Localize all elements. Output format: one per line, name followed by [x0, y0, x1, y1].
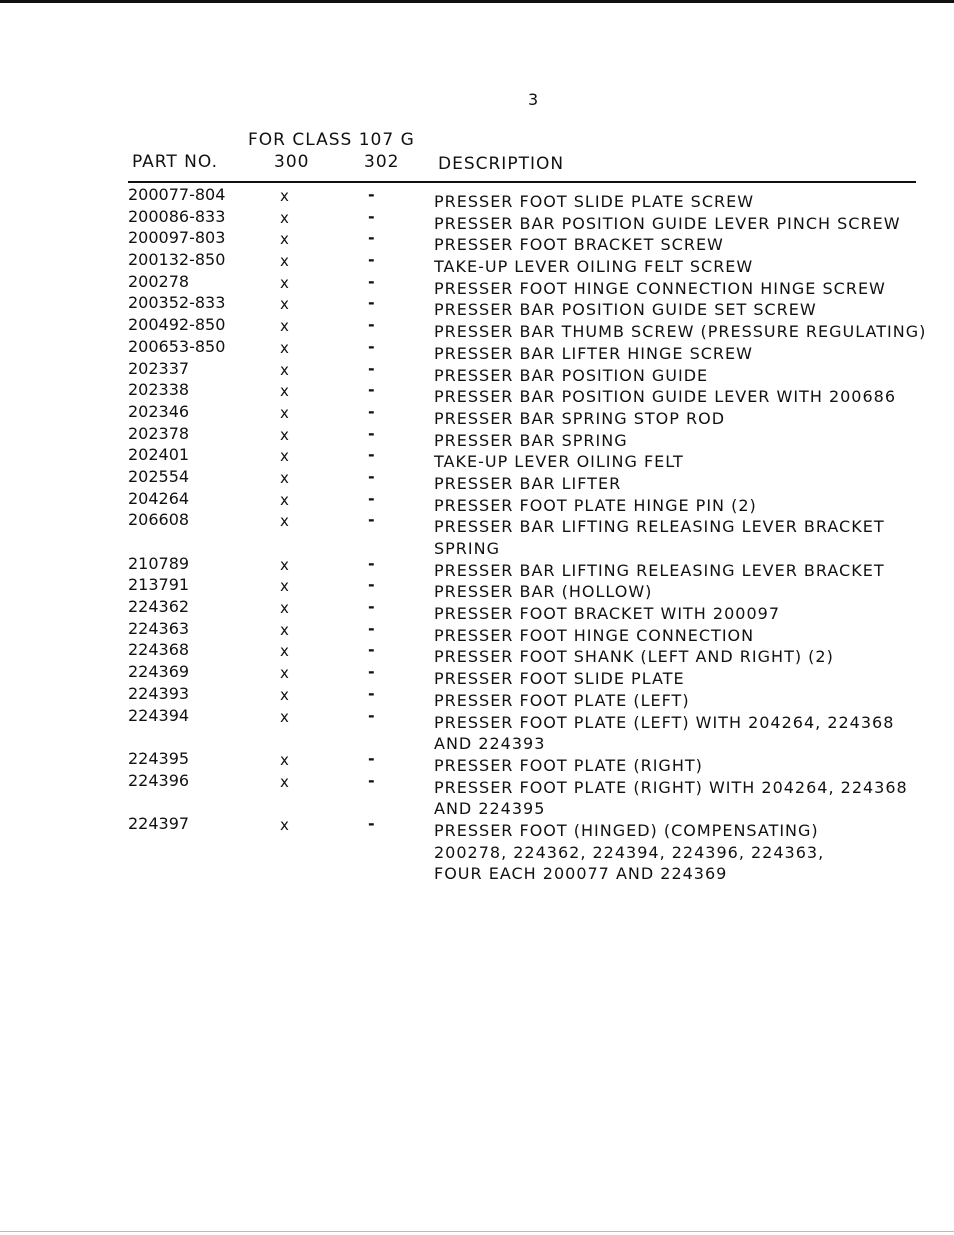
description-line: PRESSER FOOT PLATE HINGE PIN (2) — [434, 495, 757, 515]
class-302-mark: - — [368, 228, 375, 248]
class-300-mark: x — [280, 468, 289, 487]
part-number: 210789 — [128, 553, 190, 573]
part-number: 200077-804 — [128, 185, 226, 204]
parts-list — [0, 185, 954, 884]
part-number: 200097-803 — [128, 228, 226, 248]
class-300-mark: x — [280, 295, 289, 314]
class-300-mark: x — [280, 512, 289, 531]
description-line: PRESSER FOOT SLIDE PLATE — [434, 669, 685, 689]
table-row — [0, 228, 954, 255]
class-302-mark: - — [368, 401, 375, 421]
bottom-edge-rule — [0, 1231, 954, 1232]
class-300-mark: x — [280, 664, 289, 683]
class-302-mark: - — [368, 618, 375, 638]
table-row — [0, 423, 954, 450]
class-300-mark: x — [280, 577, 289, 596]
table-row — [0, 597, 954, 624]
table-row — [0, 401, 954, 428]
class-300-mark: x — [280, 252, 289, 271]
table-row — [0, 748, 954, 775]
description-line: PRESSER FOOT PLATE (RIGHT) — [434, 755, 703, 775]
header-rule — [128, 181, 916, 183]
class-300-mark: x — [280, 707, 289, 726]
description-line: PRESSER BAR POSITION GUIDE — [434, 365, 709, 385]
table-row — [0, 445, 954, 472]
table-row — [0, 553, 954, 580]
class-302-mark: - — [368, 683, 375, 703]
description-line: PRESSER FOOT BRACKET SCREW — [434, 235, 724, 255]
table-row — [0, 813, 954, 884]
part-number: 224393 — [128, 683, 190, 703]
table-row — [0, 575, 954, 602]
column-302-heading: 302 — [364, 152, 400, 172]
table-row — [0, 466, 954, 493]
description-line: PRESSER BAR SPRING — [434, 430, 628, 450]
table-row — [0, 315, 954, 342]
part-number: 213791 — [128, 575, 190, 595]
part-number: 204264 — [128, 488, 190, 508]
description-line: PRESSER FOOT PLATE (LEFT) WITH 204264, 224368 — [434, 712, 895, 732]
part-number: 200653-850 — [128, 336, 226, 356]
class-302-mark: - — [368, 662, 375, 682]
table-row — [0, 705, 954, 754]
class-300-mark: x — [280, 447, 289, 466]
description-line: PRESSER FOOT HINGE CONNECTION — [434, 625, 755, 645]
table-row — [0, 336, 954, 363]
class-300-mark: x — [280, 685, 289, 704]
class-300-mark: x — [280, 815, 289, 834]
part-number: 202401 — [128, 445, 190, 465]
class-302-mark: - — [368, 488, 375, 508]
class-302-mark: - — [368, 510, 375, 530]
table-row — [0, 250, 954, 277]
class-302-mark: - — [368, 445, 375, 465]
description-line: PRESSER FOOT BRACKET WITH 200097 — [434, 604, 780, 624]
table-row — [0, 662, 954, 689]
part-number: 200132-850 — [128, 250, 226, 270]
page-number: 3 — [528, 90, 539, 109]
description-line: PRESSER BAR POSITION GUIDE LEVER PINCH SCREW — [434, 213, 901, 233]
description-line: SPRING — [434, 539, 501, 559]
class-300-mark: x — [280, 338, 289, 357]
top-border-rule — [0, 0, 954, 3]
class-302-mark: - — [368, 250, 375, 270]
class-302-mark: - — [368, 185, 375, 204]
class-300-mark: x — [280, 273, 289, 292]
table-row — [0, 358, 954, 385]
description-line: PRESSER BAR (HOLLOW) — [434, 582, 653, 602]
class-302-mark: - — [368, 575, 375, 595]
class-300-mark: x — [280, 620, 289, 639]
description-line: PRESSER FOOT PLATE (RIGHT) WITH 204264, 224368 — [434, 777, 908, 797]
part-description — [434, 820, 824, 885]
class-302-mark: - — [368, 293, 375, 313]
description-line: PRESSER FOOT HINGE CONNECTION HINGE SCREW — [434, 278, 886, 298]
table-row — [0, 380, 954, 407]
class-302-mark: - — [368, 597, 375, 617]
part-number: 200278 — [128, 271, 190, 291]
class-302-mark: - — [368, 553, 375, 573]
description-line: PRESSER BAR SPRING STOP ROD — [434, 408, 726, 428]
table-row — [0, 185, 954, 211]
class-302-mark: - — [368, 271, 375, 291]
class-300-mark: x — [280, 490, 289, 509]
class-302-mark: - — [368, 748, 375, 768]
column-300-heading: 300 — [274, 152, 310, 172]
part-number: 224395 — [128, 748, 190, 768]
class-300-mark: x — [280, 230, 289, 249]
class-302-mark: - — [368, 640, 375, 660]
description-line: PRESSER FOOT (HINGED) (COMPENSATING) — [434, 820, 819, 840]
description-line: PRESSER BAR LIFTING RELEASING LEVER BRACKET — [434, 560, 885, 580]
description-line: TAKE-UP LEVER OILING FELT — [434, 452, 684, 472]
class-300-mark: x — [280, 382, 289, 401]
class-heading: FOR CLASS 107 G — [248, 130, 415, 150]
table-row — [0, 640, 954, 667]
table-row — [0, 618, 954, 645]
part-number: 202346 — [128, 401, 190, 421]
class-302-mark: - — [368, 358, 375, 378]
class-300-mark: x — [280, 208, 289, 227]
description-line: PRESSER BAR LIFTER HINGE SCREW — [434, 343, 753, 363]
description-line: PRESSER BAR POSITION GUIDE LEVER WITH 200686 — [434, 387, 897, 407]
part-number: 202378 — [128, 423, 190, 443]
class-302-mark: - — [368, 380, 375, 400]
description-line: FOUR EACH 200077 AND 224369 — [434, 864, 728, 884]
part-number: 206608 — [128, 510, 190, 530]
part-number: 224362 — [128, 597, 190, 617]
class-302-mark: - — [368, 813, 375, 833]
table-row — [0, 510, 954, 559]
part-number: 224396 — [128, 770, 190, 790]
class-300-mark: x — [280, 187, 289, 205]
class-300-mark: x — [280, 642, 289, 661]
table-row — [0, 293, 954, 320]
description-line: PRESSER FOOT PLATE (LEFT) — [434, 690, 690, 710]
part-number: 224363 — [128, 618, 190, 638]
description-line: TAKE-UP LEVER OILING FELT SCREW — [434, 257, 754, 277]
description-line: PRESSER BAR THUMB SCREW (PRESSURE REGULATING) — [434, 322, 927, 342]
part-number: 224394 — [128, 705, 190, 725]
description-line: 200278, 224362, 224394, 224396, 224363, — [434, 842, 825, 862]
description-line: PRESSER BAR LIFTER — [434, 473, 622, 493]
part-number: 202554 — [128, 466, 190, 486]
class-300-mark: x — [280, 425, 289, 444]
table-row — [0, 488, 954, 515]
class-300-mark: x — [280, 555, 289, 574]
description-line: AND 224393 — [434, 734, 546, 754]
class-302-mark: - — [368, 206, 375, 226]
description-heading: DESCRIPTION — [438, 154, 565, 174]
part-no-heading: PART NO. — [132, 152, 218, 172]
description-line: PRESSER FOOT SHANK (LEFT AND RIGHT) (2) — [434, 647, 834, 667]
table-row — [0, 206, 954, 233]
part-number: 200492-850 — [128, 315, 226, 335]
description-line: PRESSER FOOT SLIDE PLATE SCREW — [434, 192, 755, 211]
part-number: 224369 — [128, 662, 190, 682]
class-302-mark: - — [368, 315, 375, 335]
table-row — [0, 770, 954, 819]
description-line: PRESSER BAR POSITION GUIDE SET SCREW — [434, 300, 817, 320]
class-300-mark: x — [280, 403, 289, 422]
class-300-mark: x — [280, 599, 289, 618]
table-row — [0, 271, 954, 298]
class-302-mark: - — [368, 466, 375, 486]
class-302-mark: - — [368, 423, 375, 443]
class-300-mark: x — [280, 360, 289, 379]
description-line: AND 224395 — [434, 799, 546, 819]
table-row — [0, 683, 954, 710]
part-number: 202338 — [128, 380, 190, 400]
part-number: 200086-833 — [128, 206, 226, 226]
class-302-mark: - — [368, 336, 375, 356]
class-300-mark: x — [280, 772, 289, 791]
part-number: 224397 — [128, 813, 190, 833]
description-line: PRESSER BAR LIFTING RELEASING LEVER BRACKET — [434, 517, 885, 537]
part-number: 224368 — [128, 640, 190, 660]
class-302-mark: - — [368, 705, 375, 725]
class-302-mark: - — [368, 770, 375, 790]
part-number: 202337 — [128, 358, 190, 378]
class-300-mark: x — [280, 750, 289, 769]
part-number: 200352-833 — [128, 293, 226, 313]
class-300-mark: x — [280, 317, 289, 336]
